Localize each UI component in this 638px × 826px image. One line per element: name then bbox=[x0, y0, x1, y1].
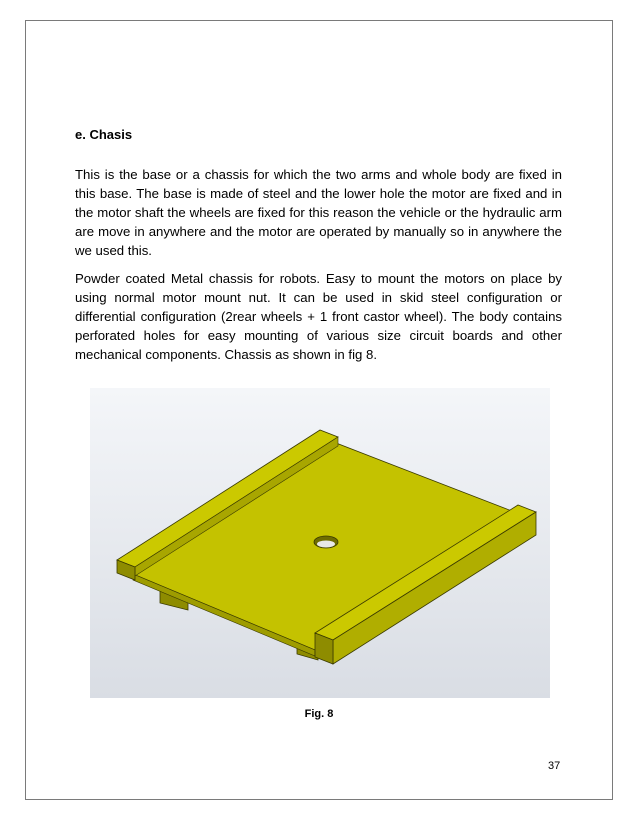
section-heading: e. Chasis bbox=[75, 127, 133, 142]
figure-caption: Fig. 8 bbox=[304, 708, 334, 720]
paragraph-chassis-description: This is the base or a chassis for which the two arms and whole body are fixed in this base. The base is made of steel and the lower hole the motor are fixed and in the motor shaft the wheels are fixed for this reason the vehicle or the hydraulic arm are move in anywhere and the motor are operated by manually so in anywhere the we used this. bbox=[75, 167, 562, 258]
chassis-figure bbox=[90, 388, 550, 698]
page-number: 37 bbox=[548, 760, 561, 772]
chassis-center-hole-inner bbox=[317, 541, 335, 548]
paragraph-chassis-features: Powder coated Metal chassis for robots. Easy to mount the motors on place by using normal motor mount nut. It can be used in skid steel configuration or differential configuration (2rear wheels + 1 front castor wheel). The body contains perforated holes for easy mounting of various size circuit boards and other mechanical components. Chassis as shown in fig 8. bbox=[75, 271, 562, 362]
